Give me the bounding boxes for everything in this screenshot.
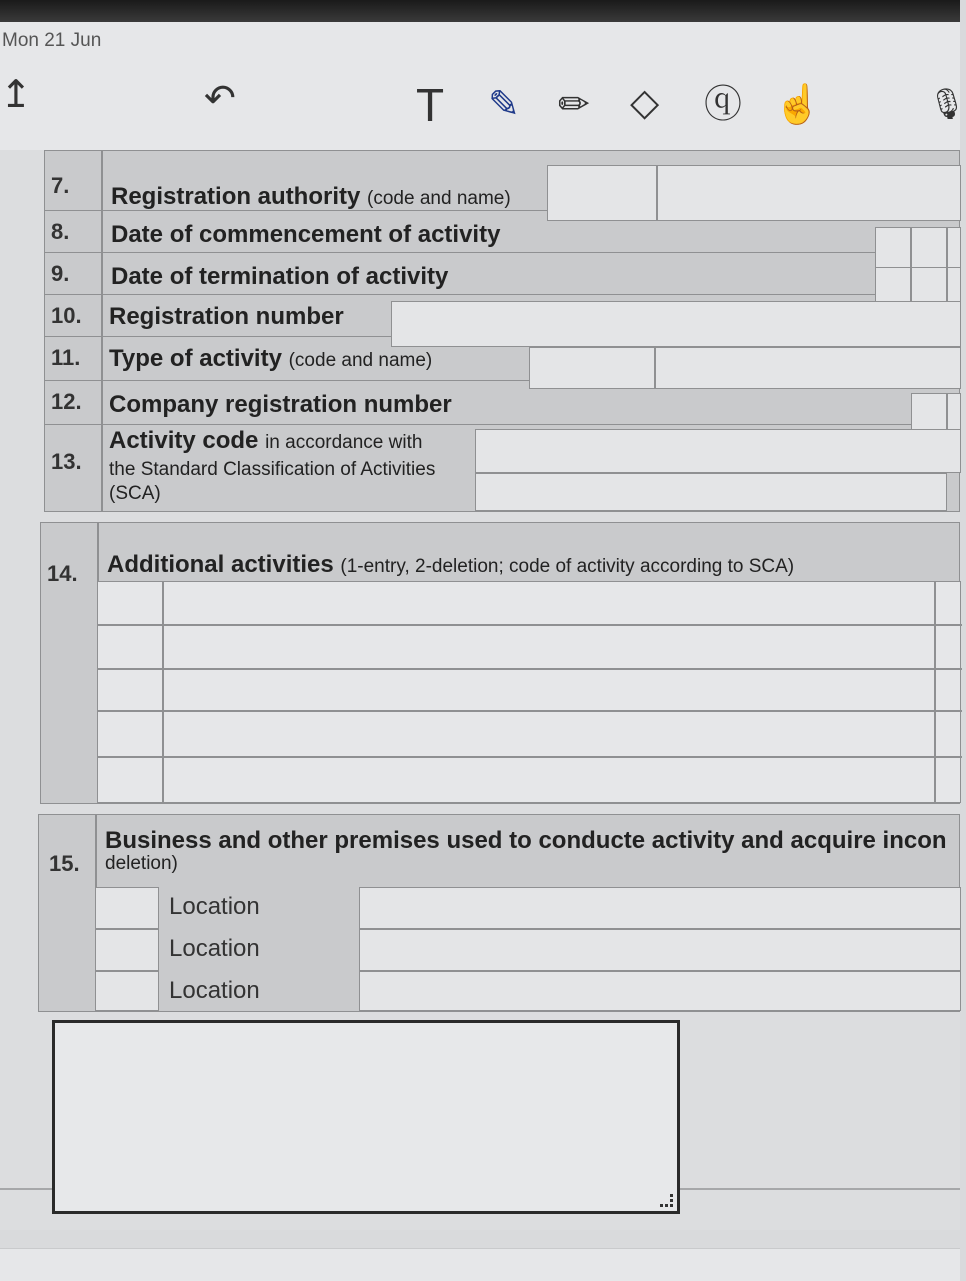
- location-1-marker[interactable]: [95, 887, 159, 929]
- row-9-label: Date of termination of activity: [111, 263, 449, 290]
- row-8-label: Date of commencement of activity: [111, 221, 501, 248]
- grid-col-divider-1: [162, 582, 164, 804]
- status-date: Mon 21 Jun: [2, 30, 102, 51]
- grid-row-line: [98, 668, 962, 670]
- form-section-15: [38, 814, 960, 1012]
- location-1-label: Location: [169, 893, 260, 920]
- annotation-toolbar: [0, 62, 966, 151]
- form-section-7-13: [44, 150, 960, 512]
- resize-handle-icon[interactable]: [660, 1194, 673, 1207]
- grid-col-divider-2: [934, 582, 936, 804]
- grid-row-line: [98, 756, 962, 758]
- row-9: [45, 253, 961, 295]
- annotation-text-box[interactable]: [52, 1020, 680, 1214]
- location-2-input[interactable]: [359, 929, 961, 971]
- row-9-number: 9.: [51, 261, 70, 286]
- grid-row-line: [98, 710, 962, 712]
- row-8: [45, 211, 961, 253]
- locations-list: [95, 887, 961, 1011]
- row-11-number: 11.: [51, 345, 81, 370]
- row-12-number: 12.: [51, 389, 82, 414]
- location-2-label: Location: [169, 935, 260, 962]
- row-15-sub: deletion): [105, 853, 178, 874]
- row-13-sub-3: (SCA): [109, 483, 161, 504]
- location-1-input[interactable]: [359, 887, 961, 929]
- status-bar: [0, 22, 960, 62]
- row-13-input-1[interactable]: [475, 429, 961, 473]
- location-3-label: Location: [169, 977, 260, 1004]
- pen-tool-icon[interactable]: ✎: [488, 84, 520, 126]
- location-3-marker[interactable]: [95, 971, 159, 1011]
- hand-tool-icon[interactable]: ☝: [774, 84, 822, 126]
- undo-icon[interactable]: ↶: [204, 78, 236, 120]
- row-7: [45, 151, 961, 211]
- eraser-tool-icon[interactable]: ◇: [630, 82, 660, 124]
- row-8-number: 8.: [51, 219, 70, 244]
- row-15-label: Business and other premises used to conducte activity and acquire incon: [105, 827, 947, 854]
- additional-activities-grid: [97, 581, 961, 803]
- row-13-label: Activity code in accordance with: [109, 427, 423, 454]
- row-7-number: 7.: [51, 173, 70, 198]
- row-12: [45, 381, 961, 425]
- row-13: [45, 425, 961, 511]
- form-section-14: [40, 522, 960, 804]
- text-tool-icon[interactable]: T: [416, 79, 445, 131]
- row-12-label: Company registration number: [109, 391, 452, 418]
- grid-row-line: [98, 624, 962, 626]
- pencil-tool-icon[interactable]: ✏: [558, 84, 590, 126]
- microphone-icon[interactable]: 🎙: [928, 88, 966, 121]
- row-7-label: Registration authority (code and name): [111, 183, 511, 210]
- lasso-tool-icon[interactable]: ⓠ: [704, 84, 743, 126]
- row-11: [45, 337, 961, 381]
- row-13-number: 13.: [51, 449, 82, 474]
- row-14-number: 14.: [47, 561, 78, 586]
- location-3-input[interactable]: [359, 971, 961, 1011]
- row-13-sub-2: the Standard Classification of Activities: [109, 459, 436, 480]
- share-icon[interactable]: ↥: [0, 74, 32, 116]
- row-10-label: Registration number: [109, 303, 344, 330]
- row-13-input-2[interactable]: [475, 473, 947, 511]
- row-14-label: Additional activities (1-entry, 2-deletion; code of activity according to SCA): [107, 551, 795, 578]
- bottom-toolbar: [0, 1248, 960, 1281]
- row-15-number: 15.: [49, 851, 80, 876]
- row-10-number: 10.: [51, 303, 82, 328]
- row-10: [45, 295, 961, 337]
- row-11-label: Type of activity (code and name): [109, 345, 433, 372]
- location-2-marker[interactable]: [95, 929, 159, 971]
- device-top-edge: [0, 0, 960, 22]
